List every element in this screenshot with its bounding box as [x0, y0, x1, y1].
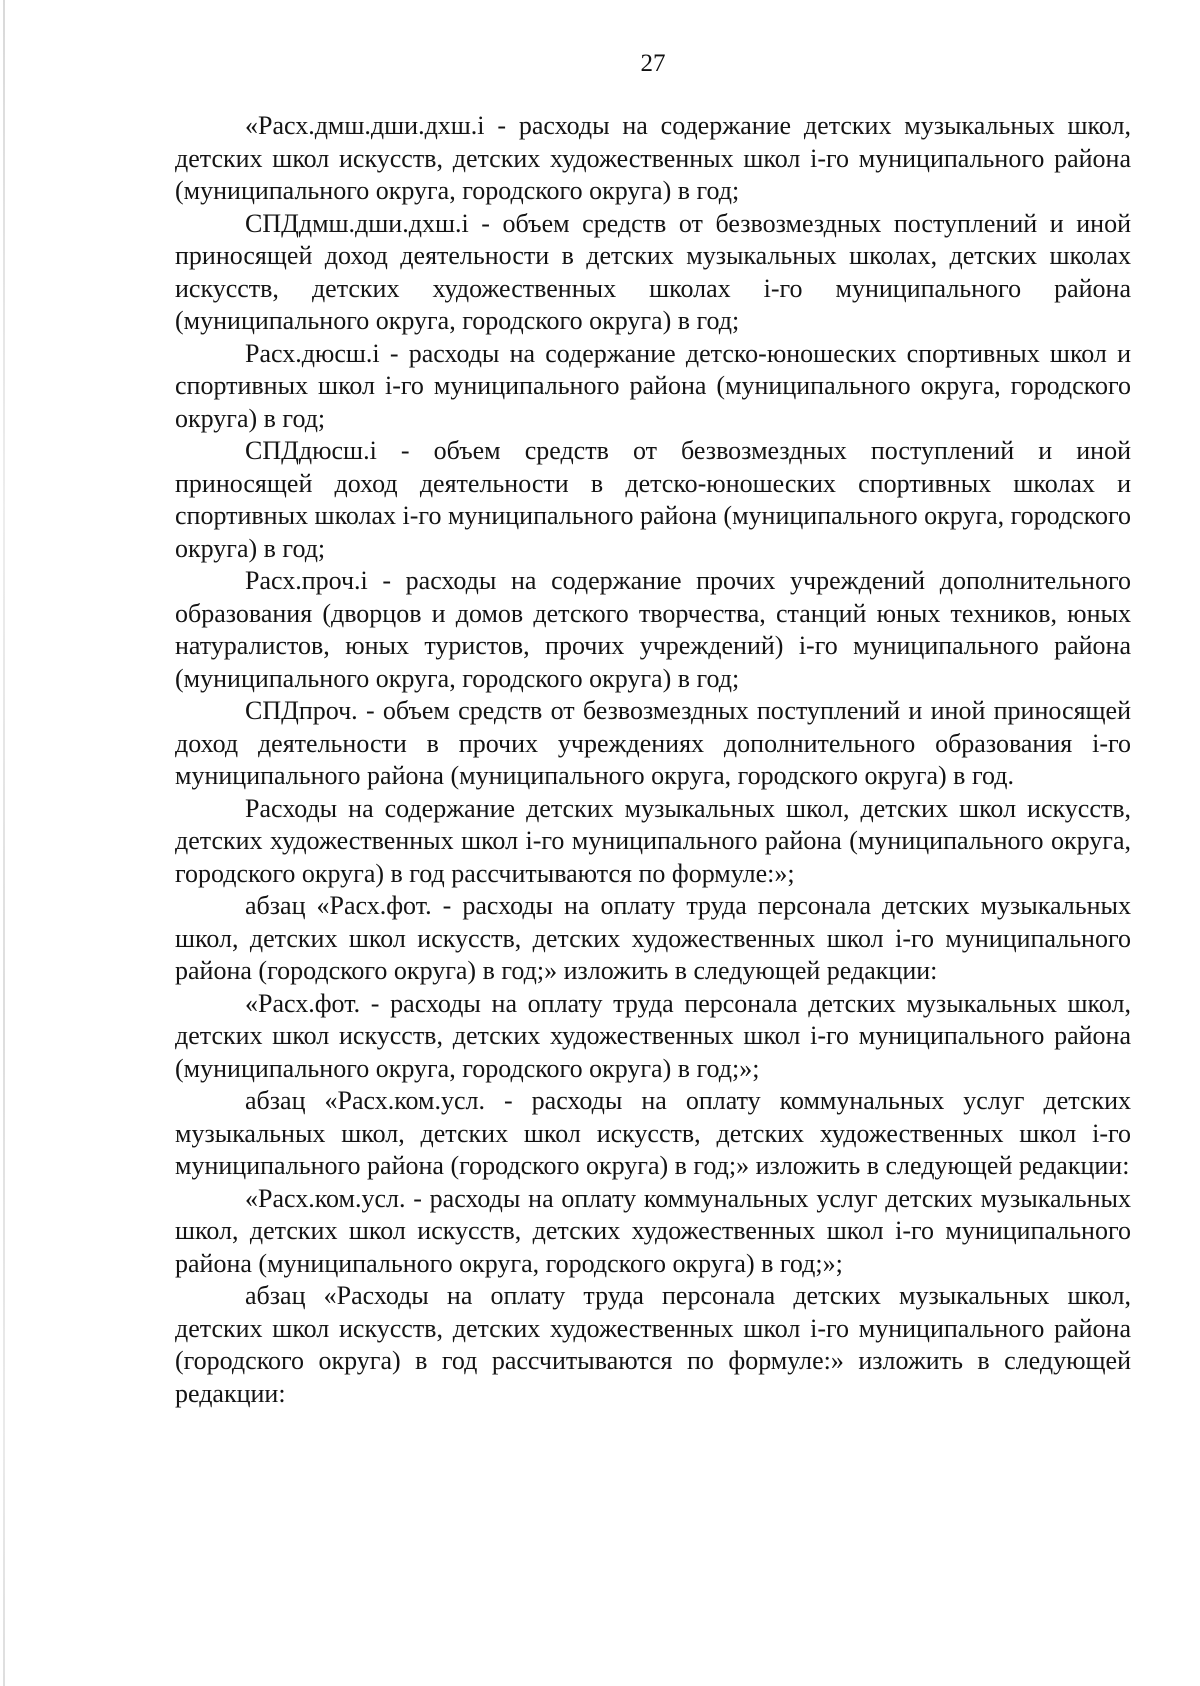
paragraph-spd-dmsh-definition: СПДдмш.дши.дхш.i - объем средств от безвозмездных поступлений и иной приносящей доход деятельности в детских музыкальных школах, детских школах искусств, детских художественных школах i-го муниципального района (муниципального округа, городского округа) в год;	[175, 208, 1131, 335]
paragraph-rash-dmsh-definition: «Расх.дмш.дши.дхш.i - расходы на содержание детских музыкальных школ, детских школ искусств, детских художественных школ i-го муниципального района (муниципального округа, городского округа) в год;	[175, 111, 1131, 205]
paragraph-formula-intro: Расходы на содержание детских музыкальных школ, детских школ искусств, детских художественных школ i-го муниципального района (муниципального округа, городского округа) в год рассчитываются по формуле:»;	[175, 793, 1131, 888]
paragraph-amend-rash-fot: абзац «Расх.фот. - расходы на оплату труда персонала детских музыкальных школ, детских школ искусств, детских художественных школ i-го муниципального района (городского округа) в год;» изложить в следующей редакции:	[175, 891, 1131, 985]
paragraph-new-rash-kom-usl: «Расх.ком.усл. - расходы на оплату коммунальных услуг детских музыкальных школ, детских школ искусств, детских художественных школ i-го муниципального района (муниципального округа, городского округа) в год;»;	[175, 1183, 1131, 1278]
paragraph-amend-labor-formula: абзац «Расходы на оплату труда персонала детских музыкальных школ, детских школ искусств, детских художественных школ i-го муниципального района (городского округа) в год рассчитываются по формуле:» изложить в следующей редакции:	[175, 1281, 1131, 1408]
paragraph-rash-proch-definition: Расх.проч.i - расходы на содержание прочих учреждений дополнительного образования (дворцов и домов детского творчества, станций юных техников, юных натуралистов, юных туристов, прочих учреждений) i-го муниципального района (муниципального округа, городского округа) в год;	[175, 566, 1131, 693]
scan-edge-shadow	[3, 0, 5, 1686]
paragraph-spd-dyussh-definition: СПДдюсш.i - объем средств от безвозмездных поступлений и иной приносящей доход деятельности в детско-юношеских спортивных школах и спортивных школах i-го муниципального района (муниципального округа, городского округа) в год;	[175, 436, 1131, 563]
document-body	[175, 110, 1131, 1410]
paragraph-rash-dyussh-definition: Расх.дюсш.i - расходы на содержание детско-юношеских спортивных школ и спортивных школ i-го муниципального района (муниципального округа, городского округа) в год;	[175, 338, 1131, 433]
page-number: 27	[640, 50, 666, 77]
paragraph-new-rash-fot: «Расх.фот. - расходы на оплату труда персонала детских музыкальных школ, детских школ искусств, детских художественных школ i-го муниципального района (муниципального округа, городского округа) в год;»;	[175, 988, 1131, 1083]
paragraph-spd-proch-definition: СПДпроч. - объем средств от безвозмездных поступлений и иной приносящей доход деятельности в прочих учреждениях дополнительного образования i-го муниципального района (муниципального округа, городского округа) в год.	[175, 696, 1131, 790]
paragraph-amend-rash-kom-usl: абзац «Расх.ком.усл. - расходы на оплату коммунальных услуг детских музыкальных школ, детских школ искусств, детских художественных школ i-го муниципального района (городского округа) в год;» изложить в следующей редакции:	[175, 1086, 1131, 1180]
